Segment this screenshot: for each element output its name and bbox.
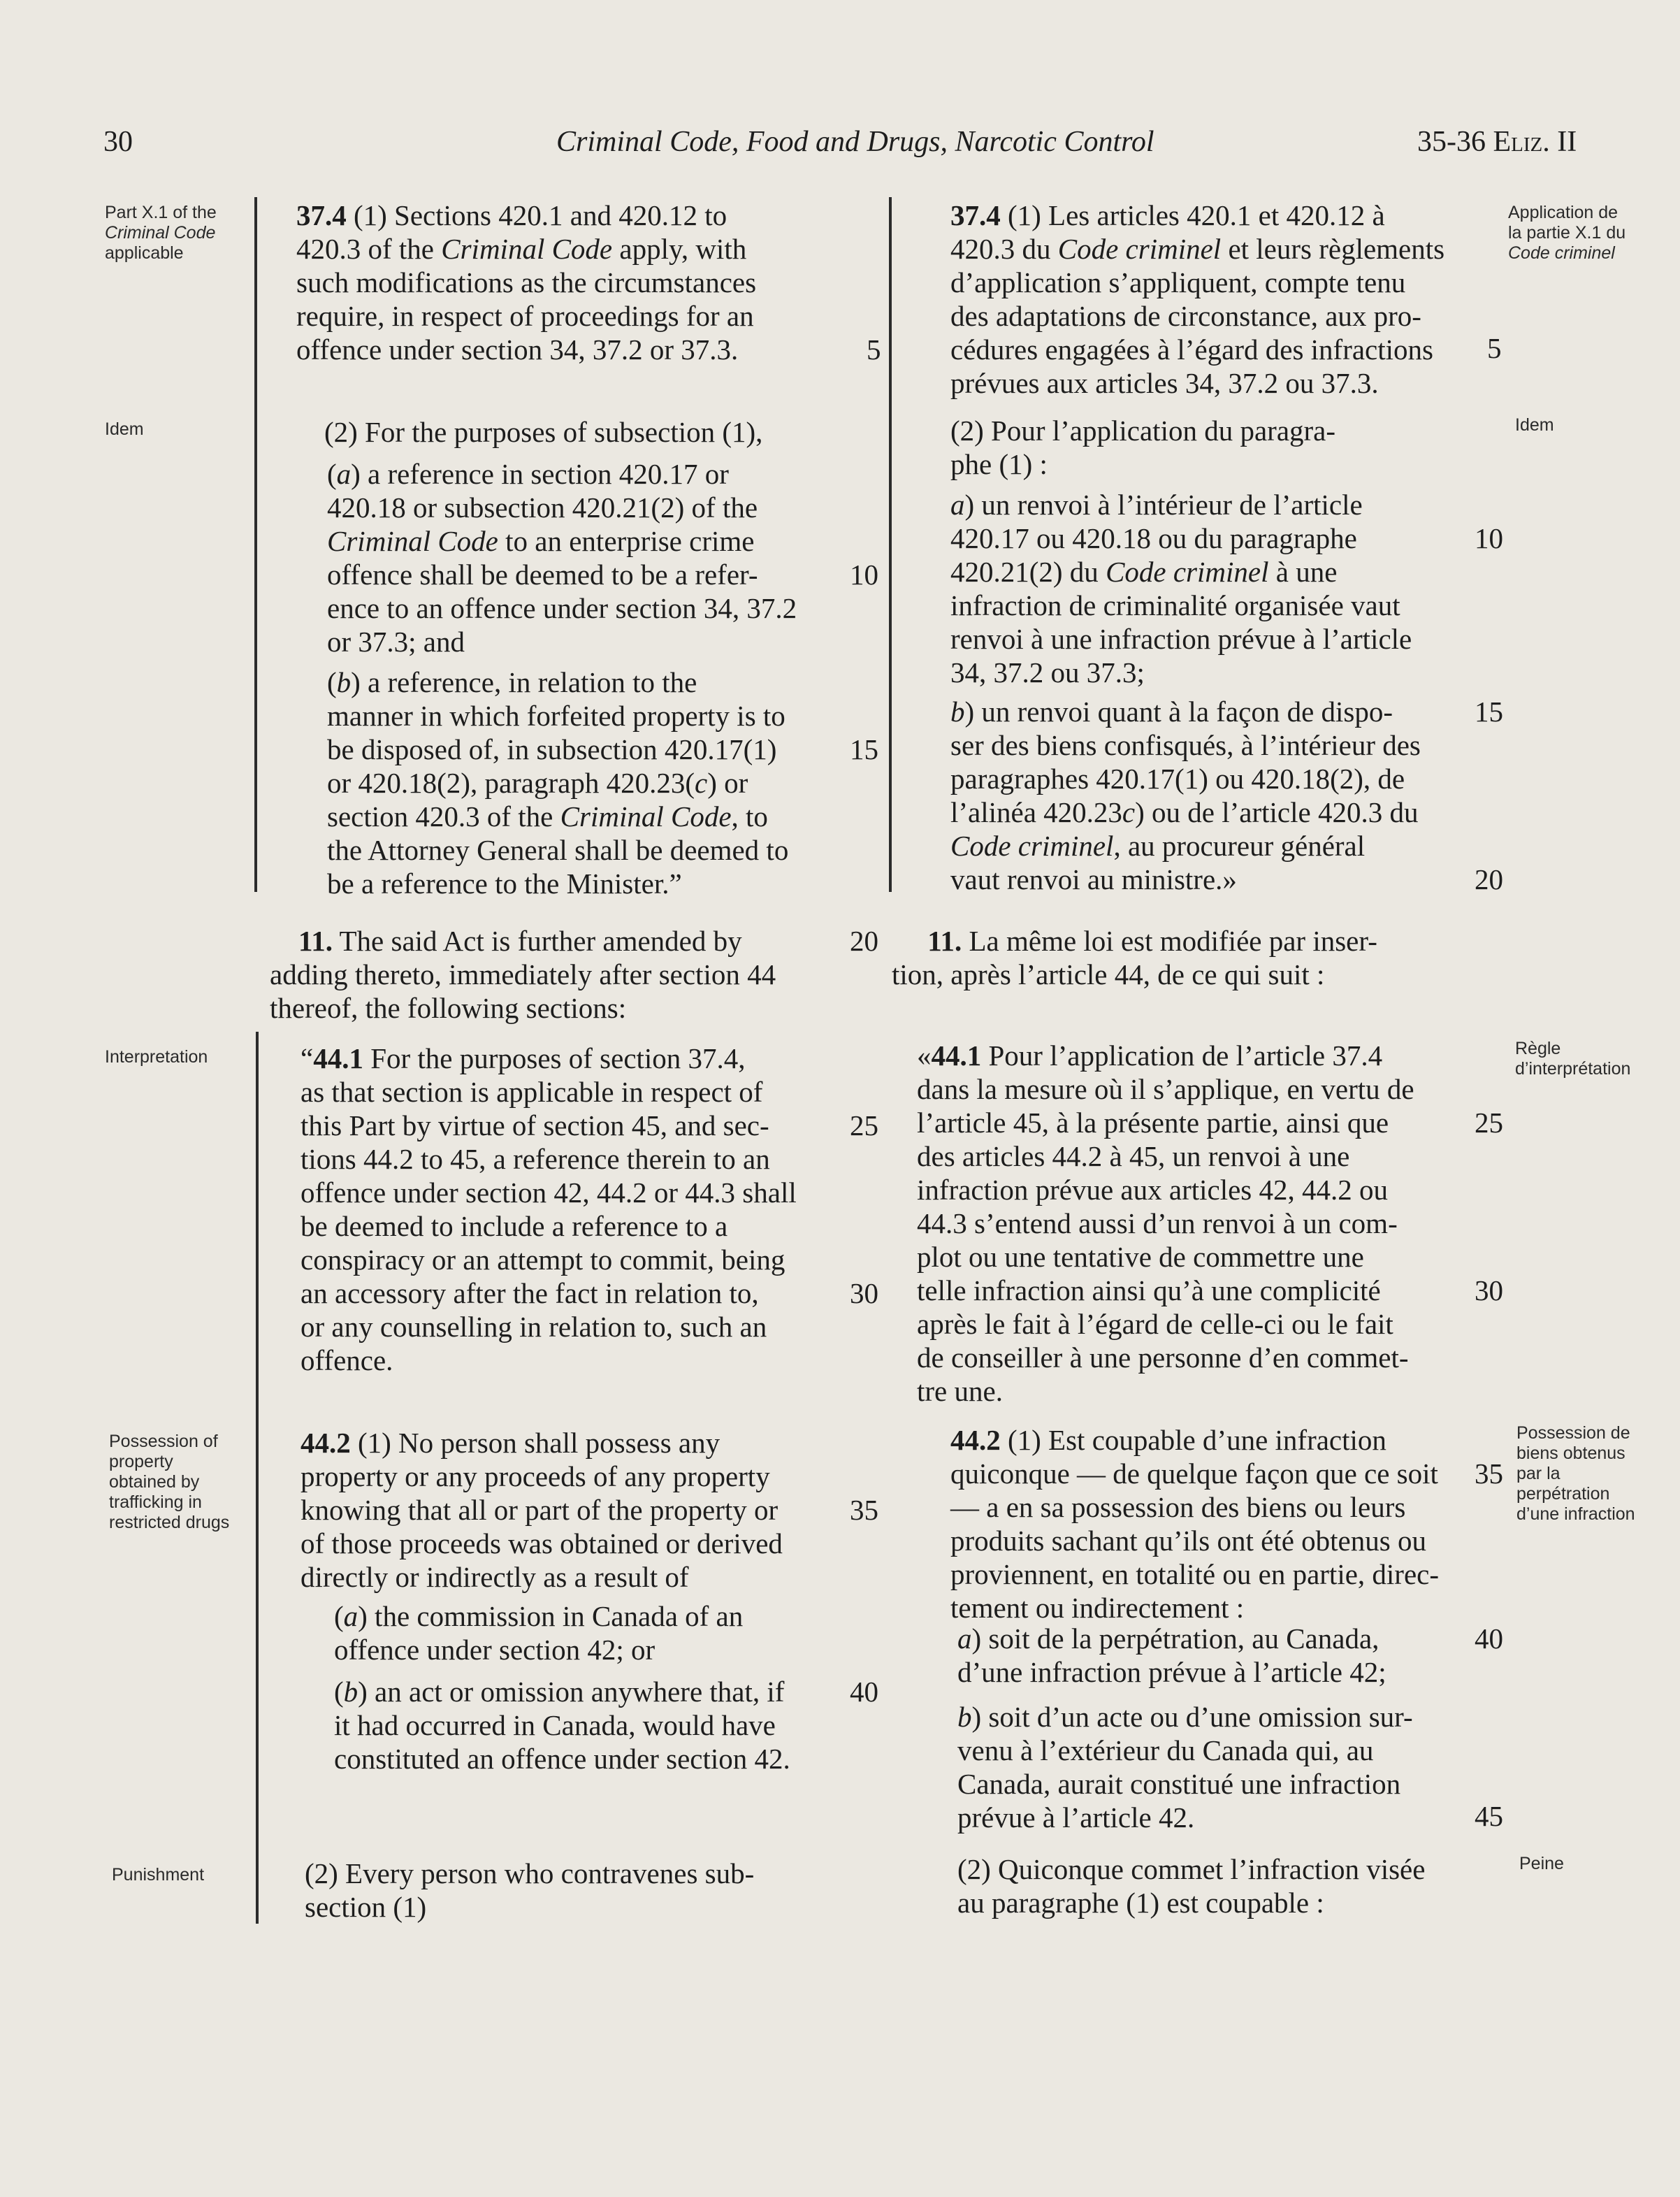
- text-line: infraction de criminalité organisée vaut: [950, 589, 1400, 621]
- margin-note-line: restricted drugs: [109, 1513, 230, 1532]
- text-line: conspiracy or an attempt to commit, being: [300, 1244, 785, 1276]
- text-line: offence.: [300, 1344, 393, 1376]
- line-number: 20: [850, 925, 878, 957]
- text-line: vaut renvoi au ministre.»: [950, 863, 1237, 895]
- text-line: tement ou indirectement :: [950, 1592, 1245, 1624]
- text-line: constituted an offence under section 42.: [334, 1743, 790, 1775]
- text-line: Code criminel, au procureur général: [950, 830, 1366, 862]
- text-line: des articles 44.2 à 45, un renvoi à une: [917, 1140, 1350, 1172]
- text-line: l’article 45, à la présente partie, ainsi que: [917, 1107, 1389, 1139]
- margin-bar: [254, 197, 257, 892]
- margin-note-line: perpétration: [1516, 1484, 1610, 1504]
- line-number: 5: [867, 333, 881, 366]
- margin-note-line: la partie X.1 du: [1508, 223, 1626, 243]
- text-line: an accessory after the fact in relation to,: [300, 1277, 759, 1309]
- en-section-44-2-2: [305, 1857, 853, 1924]
- fr-section-44-2-1: [950, 1423, 1476, 1625]
- en-section-44-2-1: [300, 1426, 853, 1594]
- fr-section-44-2-2: [957, 1852, 1476, 1919]
- text-line: thereof, the following sections:: [270, 992, 627, 1024]
- text-line: or 37.3; and: [327, 626, 465, 658]
- text-line: a) un renvoi à l’intérieur de l’article: [950, 489, 1363, 521]
- text-line: 34, 37.2 ou 37.3;: [950, 656, 1145, 689]
- en-section-37-4-2b: [327, 665, 853, 900]
- text-line: section (1): [305, 1891, 427, 1923]
- text-line: (a) the commission in Canada of an: [334, 1600, 744, 1632]
- margin-note-regle: [1515, 1039, 1630, 1079]
- act-title: Criminal Code: [327, 525, 498, 557]
- margin-note-line: biens obtenus: [1516, 1443, 1625, 1463]
- act-title: Code criminel: [950, 830, 1114, 862]
- text-line: 44.3 s’entend aussi d’un renvoi à un com-: [917, 1207, 1398, 1239]
- act-title: Criminal Code: [441, 233, 613, 265]
- text-line: (2) Pour l’application du paragra-: [950, 415, 1336, 447]
- margin-note-part-x1: [105, 203, 217, 264]
- text-line: «44.1 Pour l’application de l’article 37.4: [917, 1039, 1383, 1072]
- en-section-37-4-1: [296, 199, 847, 366]
- text-line: infraction prévue aux articles 42, 44.2 ou: [917, 1174, 1388, 1206]
- margin-note-line: obtained by: [109, 1472, 200, 1492]
- text-line: paragraphes 420.17(1) ou 420.18(2), de: [950, 763, 1405, 795]
- text-line: it had occurred in Canada, would have: [334, 1709, 776, 1741]
- text-line: be disposed of, in subsection 420.17(1): [327, 733, 777, 765]
- text-line: produits sachant qu’ils ont été obtenus ou: [950, 1525, 1426, 1557]
- text-line: (b) a reference, in relation to the: [327, 666, 697, 698]
- text-line: require, in respect of proceedings for an: [296, 300, 754, 332]
- fr-section-44-1: [917, 1039, 1476, 1408]
- margin-note-punishment: Punishment: [112, 1865, 205, 1885]
- line-number: 40: [850, 1676, 878, 1708]
- text-line: 37.4 (1) Sections 420.1 and 420.12 to: [296, 199, 727, 231]
- line-number: 25: [850, 1109, 878, 1141]
- text-line: 37.4 (1) Les articles 420.1 et 420.12 à: [950, 199, 1385, 231]
- text-line: (b) an act or omission anywhere that, if: [334, 1676, 785, 1708]
- text-line: d’une infraction prévue à l’article 42;: [957, 1656, 1386, 1688]
- text-line: d’application s’appliquent, compte tenu: [950, 266, 1406, 298]
- text-line: prévue à l’article 42.: [957, 1801, 1195, 1834]
- en-section-44-2-1b: [334, 1675, 853, 1775]
- en-section-11: [270, 924, 857, 1025]
- margin-note-line: Application de: [1508, 203, 1619, 222]
- margin-note-line: Code criminel: [1508, 243, 1615, 263]
- line-number: 35: [850, 1494, 878, 1526]
- margin-note-possession-fr: [1516, 1423, 1635, 1525]
- text-line: 44.2 (1) Est coupable d’une infraction: [950, 1424, 1386, 1456]
- page-number: 30: [103, 126, 133, 158]
- text-line: venu à l’extérieur du Canada qui, au: [957, 1734, 1374, 1766]
- text-line: this Part by virtue of section 45, and sec-: [300, 1109, 769, 1141]
- text-line: 420.3 du Code criminel et leurs règlements: [950, 233, 1445, 265]
- text-line: tions 44.2 to 45, a reference therein to an: [300, 1143, 770, 1175]
- line-number: 25: [1475, 1107, 1503, 1139]
- section-number: 11.: [298, 925, 333, 957]
- text-line: ser des biens confisqués, à l’intérieur des: [950, 729, 1421, 761]
- text-line: b) soit d’un acte ou d’une omission sur-: [957, 1701, 1413, 1733]
- text-line: 11. La même loi est modifiée par inser-: [927, 925, 1377, 957]
- en-section-37-4-2: [324, 415, 855, 449]
- text-line: renvoi à une infraction prévue à l’article: [950, 623, 1412, 655]
- text-line: be a reference to the Minister.”: [327, 867, 682, 900]
- line-number: 15: [850, 733, 878, 765]
- text-line: — a en sa possession des biens ou leurs: [950, 1491, 1406, 1523]
- text-line: (2) For the purposes of subsection (1),: [324, 416, 763, 448]
- margin-note-idem: Idem: [105, 419, 144, 439]
- text-line: manner in which forfeited property is to: [327, 700, 785, 732]
- en-section-44-2-1a: [334, 1599, 853, 1666]
- text-line: dans la mesure où il s’applique, en vertu de: [917, 1073, 1414, 1105]
- text-line: quiconque — de quelque façon que ce soit: [950, 1457, 1438, 1490]
- line-number: 20: [1475, 863, 1503, 895]
- text-line: adding thereto, immediately after section 44: [270, 958, 776, 991]
- margin-note-line: trafficking in: [109, 1492, 202, 1512]
- margin-note-line: property: [109, 1452, 173, 1471]
- line-number: 10: [1475, 522, 1503, 554]
- section-number: 44.2: [950, 1424, 1001, 1456]
- line-number: 30: [1475, 1274, 1503, 1306]
- en-section-44-1: [300, 1042, 853, 1377]
- text-line: b) un renvoi quant à la façon de dispo-: [950, 696, 1393, 728]
- text-line: offence under section 42; or: [334, 1634, 656, 1666]
- text-line: as that section is applicable in respect of: [300, 1076, 763, 1108]
- text-line: prévues aux articles 34, 37.2 ou 37.3.: [950, 367, 1379, 399]
- text-line: or 420.18(2), paragraph 420.23(c) or: [327, 767, 748, 799]
- line-number: 5: [1487, 332, 1502, 364]
- text-line: 44.2 (1) No person shall possess any: [300, 1427, 720, 1459]
- text-line: au paragraphe (1) est coupable :: [957, 1887, 1324, 1919]
- text-line: knowing that all or part of the property or: [300, 1494, 779, 1526]
- act-title: Criminal Code: [560, 800, 732, 833]
- margin-note-line: Possession of: [109, 1432, 218, 1451]
- margin-note-interpretation: Interpretation: [105, 1047, 208, 1067]
- line-number: 35: [1475, 1457, 1503, 1490]
- line-number: 15: [1475, 696, 1503, 728]
- line-number: 45: [1475, 1800, 1503, 1832]
- regnal-year: 35-36 Eliz. II: [1417, 126, 1577, 158]
- fr-section-11: [892, 924, 1476, 991]
- section-number: 44.2: [300, 1427, 351, 1459]
- text-line: offence shall be deemed to be a refer-: [327, 559, 758, 591]
- margin-note-possession: [109, 1432, 229, 1533]
- text-line: (2) Every person who contravenes sub-: [305, 1857, 755, 1889]
- text-line: (2) Quiconque commet l’infraction visée: [957, 1853, 1426, 1885]
- text-line: offence under section 42, 44.2 or 44.3 shall: [300, 1176, 797, 1209]
- fr-section-37-4-2b: [950, 695, 1476, 896]
- act-title: Code criminel: [1106, 556, 1269, 588]
- fr-section-37-4-2: [950, 414, 1476, 481]
- margin-note-line: Règle: [1515, 1039, 1561, 1058]
- fr-section-37-4-2a: [950, 488, 1476, 689]
- text-line: des adaptations de circonstance, aux pro-: [950, 300, 1421, 332]
- section-number: 11.: [927, 925, 962, 957]
- margin-note-line: d’interprétation: [1515, 1059, 1631, 1079]
- running-title: Criminal Code, Food and Drugs, Narcotic Control: [556, 126, 1154, 158]
- text-line: l’alinéa 420.23c) ou de l’article 420.3 du: [950, 796, 1419, 828]
- fr-section-44-2-1a: [957, 1622, 1476, 1689]
- text-line: phe (1) :: [950, 448, 1048, 480]
- margin-note-line: par la: [1516, 1464, 1560, 1483]
- margin-note-line: Part X.1 of the: [105, 203, 217, 222]
- text-line: of those proceeds was obtained or derived: [300, 1527, 783, 1559]
- text-line: the Attorney General shall be deemed to: [327, 834, 789, 866]
- line-number: 30: [850, 1277, 878, 1309]
- text-line: “44.1 For the purposes of section 37.4,: [300, 1042, 746, 1074]
- text-line: (a) a reference in section 420.17 or: [327, 458, 729, 490]
- margin-note-line: d’une infraction: [1516, 1504, 1635, 1524]
- text-line: plot ou une tentative de commettre une: [917, 1241, 1364, 1273]
- text-line: de conseiller à une personne d’en commet-: [917, 1341, 1409, 1374]
- line-number: 40: [1475, 1622, 1503, 1655]
- text-line: après le fait à l’égard de celle-ci ou le fait: [917, 1308, 1393, 1340]
- text-line: a) soit de la perpétration, au Canada,: [957, 1622, 1380, 1655]
- line-number: 10: [850, 559, 878, 591]
- text-line: 420.21(2) du Code criminel à une: [950, 556, 1338, 588]
- text-line: be deemed to include a reference to a: [300, 1210, 728, 1242]
- text-line: 420.18 or subsection 420.21(2) of the: [327, 491, 758, 524]
- text-line: Canada, aurait constitué une infraction: [957, 1768, 1401, 1800]
- en-section-37-4-2a: [327, 457, 853, 658]
- section-number: 44.1: [313, 1042, 363, 1074]
- margin-note-line: Possession de: [1516, 1423, 1630, 1443]
- margin-note-idem-fr: Idem: [1515, 415, 1554, 435]
- fr-section-44-2-1b: [957, 1700, 1476, 1834]
- text-line: offence under section 34, 37.2 or 37.3.: [296, 333, 739, 366]
- margin-note-peine: Peine: [1519, 1854, 1564, 1873]
- text-line: tion, après l’article 44, de ce qui suit :: [892, 958, 1325, 991]
- text-line: property or any proceeds of any property: [300, 1460, 770, 1492]
- margin-bar: [889, 197, 892, 892]
- text-line: such modifications as the circumstances: [296, 266, 757, 298]
- text-line: Criminal Code to an enterprise crime: [327, 525, 755, 557]
- text-line: proviennent, en totalité ou en partie, direc-: [950, 1558, 1440, 1590]
- margin-note-line: applicable: [105, 243, 184, 263]
- text-line: or any counselling in relation to, such an: [300, 1311, 767, 1343]
- text-line: 11. The said Act is further amended by: [298, 925, 742, 957]
- margin-bar: [256, 1032, 259, 1924]
- text-line: 420.17 ou 420.18 ou du paragraphe: [950, 522, 1357, 554]
- section-number: 37.4: [296, 199, 347, 231]
- text-line: telle infraction ainsi qu’à une complicité: [917, 1274, 1381, 1306]
- text-line: directly or indirectly as a result of: [300, 1561, 689, 1593]
- text-line: cédures engagées à l’égard des infractions: [950, 333, 1433, 366]
- margin-note-line: Criminal Code: [105, 223, 216, 243]
- text-line: section 420.3 of the Criminal Code, to: [327, 800, 768, 833]
- margin-note-application: [1508, 203, 1625, 264]
- text-line: ence to an offence under section 34, 37.2: [327, 592, 797, 624]
- section-number: 44.1: [931, 1039, 982, 1072]
- text-line: tre une.: [917, 1375, 1003, 1407]
- text-line: 420.3 of the Criminal Code apply, with: [296, 233, 747, 265]
- fr-section-37-4-1: [950, 199, 1476, 400]
- section-number: 37.4: [950, 199, 1001, 231]
- act-title: Code criminel: [1057, 233, 1222, 265]
